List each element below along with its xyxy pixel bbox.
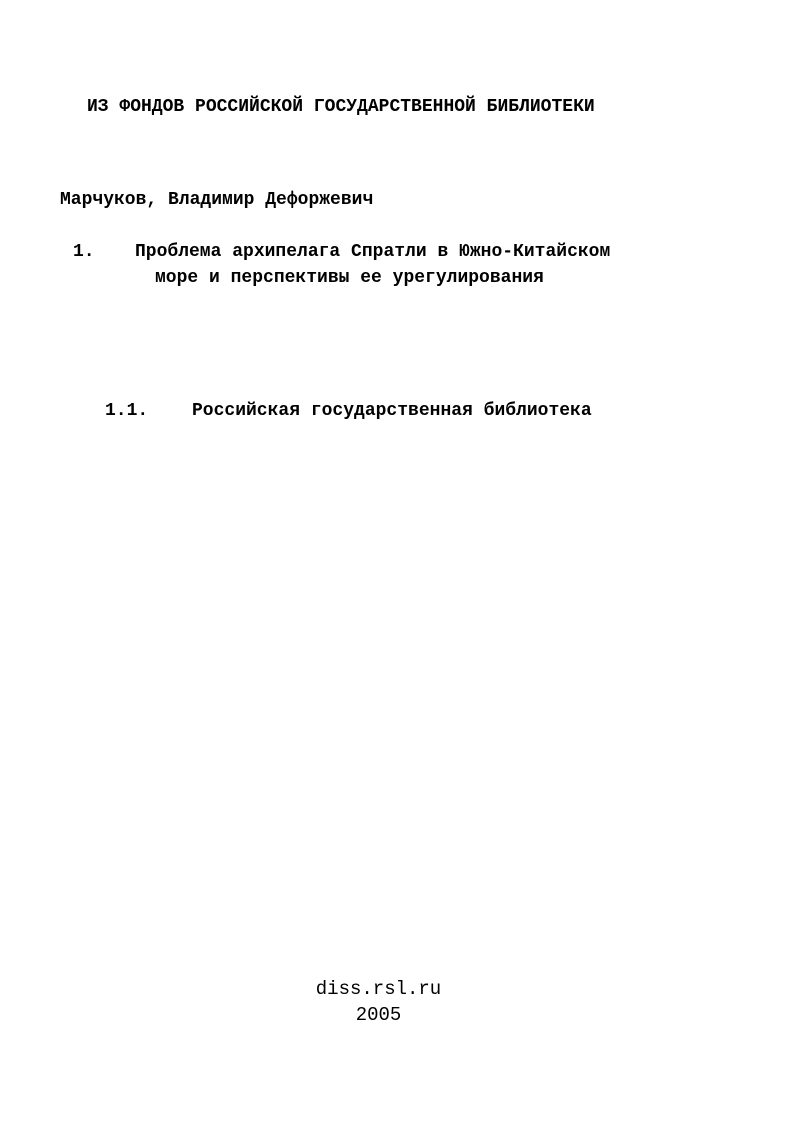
entry-1-number: 1. (73, 242, 95, 262)
page-header-title: ИЗ ФОНДОВ РОССИЙСКОЙ ГОСУДАРСТВЕННОЙ БИБЛИОТЕКИ (87, 97, 595, 117)
footer-site: diss.rsl.ru (315, 978, 442, 1000)
footer-year: 2005 (355, 1004, 402, 1026)
entry-1-title-line-1: Проблема архипелага Спратли в Южно-Китайском (135, 242, 611, 262)
author-name: Марчуков, Владимир Дефоржевич (60, 190, 374, 210)
entry-1-title-line-2: море и перспективы ее урегулирования (155, 268, 544, 288)
entry-1-1-number: 1.1. (105, 401, 149, 421)
entry-1-1-title: Российская государственная библиотека (192, 401, 592, 421)
